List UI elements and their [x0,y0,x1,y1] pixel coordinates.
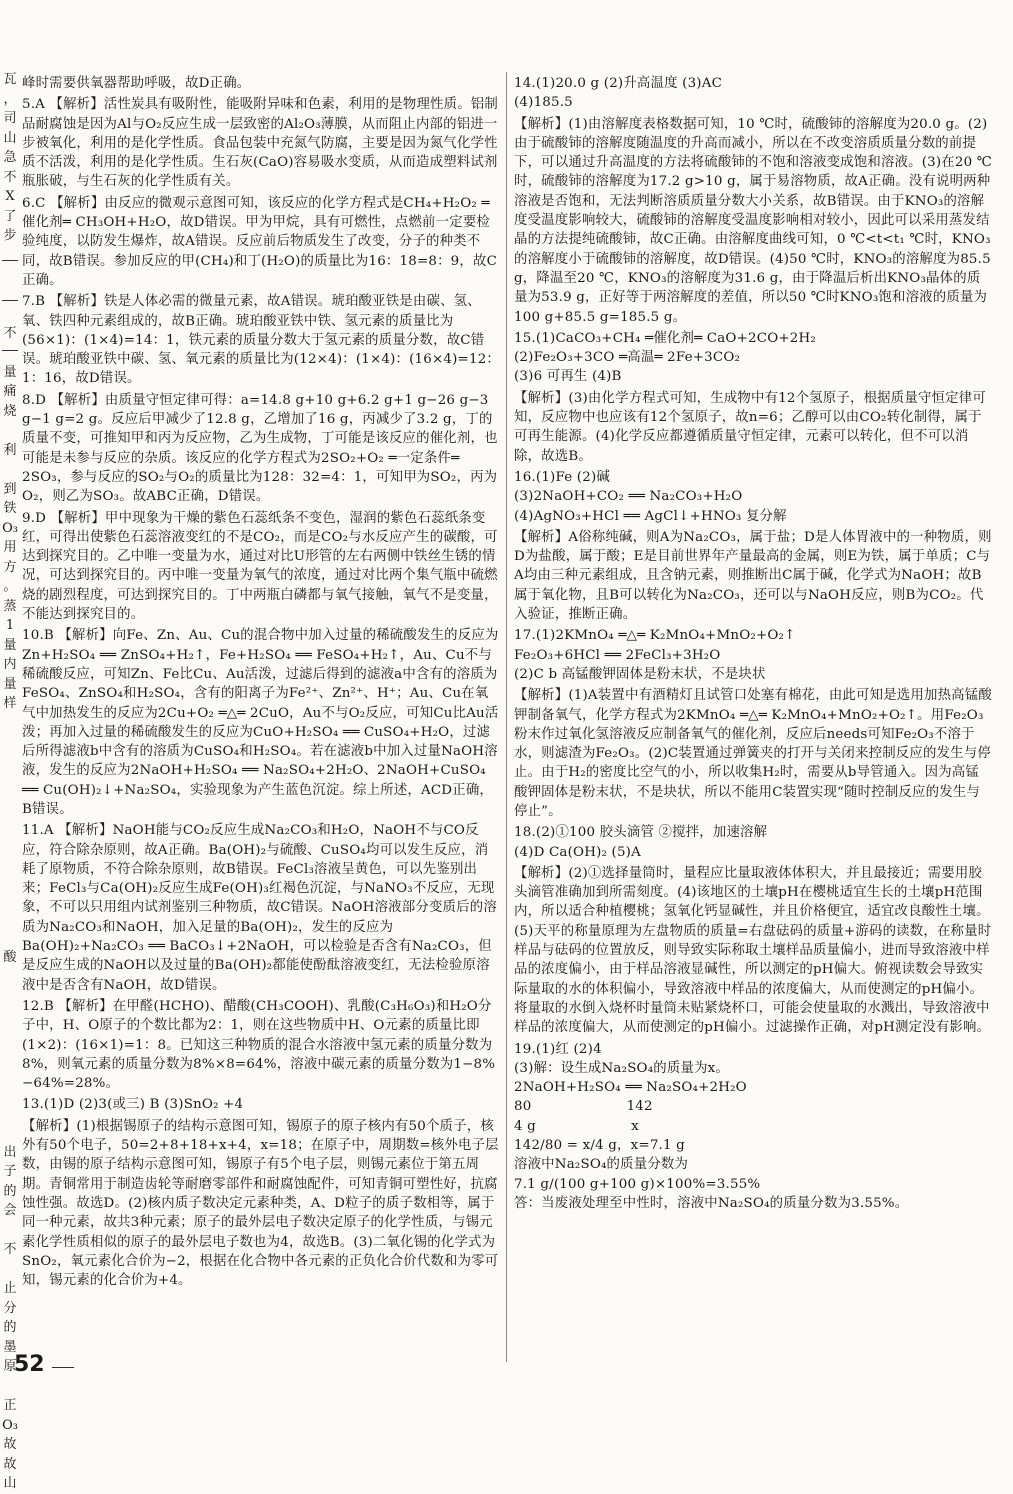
margin-char: 用 [3,540,17,555]
margin-char [0,772,20,792]
margin-char: 痛 [3,384,17,399]
answer-paragraph: 【解析】A俗称纯碱，则A为Na₂CO₃，属于盐；D是人体胃液中的一种物质，则D为盐酸，属于酸；E是目前世界年产量最高的金属，则E为铁，属于单质；C与A均由三种元素组成，且含钠元素，则推断出C属于碱，化学式为NaOH；故B属于氧化物，且B可以转化为Na₂CO₃，还可以与NaOH反应，则B为CO₂。代入验证，推断正确。 [514,529,992,623]
margin-char [0,265,20,285]
margin-char [0,733,20,753]
margin-char [0,246,20,266]
margin-char [0,870,20,890]
margin-char [0,460,20,480]
page-number: 52 [14,1352,45,1377]
margin-char [0,928,20,948]
margin-char: 出 [3,1144,17,1160]
answer-paragraph: 6.C 【解析】由反应的微观示意图可知，该反应的化学方程式是CH₄+H₂O₂ ═催化剂═ CH₃OH+H₂O，故D错误。甲为甲烷，具有可燃性，点燃前一定要检验纯度，以防发生爆炸，故A错误。反应前后物质发生了改变，分子的种类不同，故B错误。参加反应的甲(CH₄)和丁(H₂O)的质量比为16：18=8：9，故C正确。 [22,195,498,288]
margin-char [0,1377,20,1397]
margin-char: 墨 [3,1339,17,1355]
margin-char [0,285,20,305]
margin-char: X [5,189,15,204]
margin-char [0,304,20,324]
margin-rule [2,350,18,351]
answer-paragraph: 【解析】(2)①选择量筒时，量程应比量取液体体积大，并且最接近；需要用胶头滴管准确加到所需刻度。(4)该地区的土壤pH在樱桃适宜生长的土壤pH范围内，所以适合种植樱桃；氢氧化钙显碱性，并且价格便宜，适宜改良酸性土壤。(5)天平的称量原理为左盘物质的质量=右盘砝码的质量+游码的读数，在称量时样品与砝码的位置放反，则导致实际称取土壤样品质量偏小，进而导致溶液中样品的浓度偏小，由于样品溶液显碱性，所以测定的pH偏大。俯视读数会导致实际量取的水的体积偏小，导致溶液中样品的浓度偏大，从而使测定的pH偏小。将量取的水倒入烧杯时量筒未贴紧烧杯口，可能会使量取的水溅出，导致溶液中样品的浓度偏大，从而使测定的pH偏小。过滤操作正确，对pH测定没有影响。 [514,865,992,1036]
margin-char: 量 [3,637,17,653]
left-edge-margin-text [0,70,20,1491]
column-divider [506,72,507,1362]
margin-char: 会 [3,1203,17,1218]
margin-char: 故 [3,1437,17,1452]
margin-char [0,811,20,831]
margin-char [0,1104,20,1124]
margin-rule [2,300,18,301]
margin-char: O₃ [2,520,18,536]
margin-char: 正 [3,1398,17,1413]
margin-char: ， [3,91,17,107]
margin-char [0,792,20,812]
margin-rule [2,260,18,261]
margin-char [0,753,20,773]
left-column [22,74,500,1364]
margin-char: 样 [3,696,17,711]
answer-paragraph: 5.A 【解析】活性炭具有吸附性，能吸附异味和色素，利用的是物理性质。铝制品耐腐蚀是因为Al与O₂反应生成一层致密的Al₂O₃薄膜，从而阻止内部的铝进一步被氧化，利用的是化学性质。食品包装中充氮气防腐，主要是因为氮气化学性质不活泼，利用的是化学性质。生石灰(CaO)容易吸水变质，从而造成塑料试剂瓶胀破，与生石灰的化学性质有关。 [22,97,498,190]
margin-char: 了 [3,208,17,224]
margin-char: 原 [3,1359,17,1374]
margin-char [0,1260,20,1280]
margin-char [0,967,20,987]
margin-char: 山 [3,130,17,146]
answer-paragraph: 9.D 【解析】甲中现象为干燥的紫色石蕊纸条不变色，湿润的紫色石蕊纸条变红，可得出使紫色石蕊溶液变红的不是CO₂，而是CO₂与水反应产生的碳酸，可达到探究目的。乙中唯一变量为水，通过对比U形管的左右两侧中铁丝生锈的情况，可达到探究目的。丙中唯一变量为氧气的浓度，通过对比两个集气瓶中硫燃烧的剧烈程度，可达到探究目的。丁中两瓶白磷都与氧气接触，氧气不是变量，不能达到探究目的。 [22,510,498,623]
margin-char: 酸 [3,949,17,965]
answer-paragraph: 11.A 【解析】NaOH能与CO₂反应生成Na₂CO₃和H₂O，NaOH不与CO反应，符合除杂原则，故A正确。Ba(OH)₂与硫酸、CuSO₄均可以发生反应，消耗了原物质，不符合除杂原则，故B错误。FeCl₃溶液呈黄色，可以先鉴别出来；FeCl₃与Ca(OH)₂反应生成Fe(OH)₃红褐色沉淀，与NaNO₃不反应，无现象，不可以只用组内试剂鉴别三种物质，故C错误。NaOH溶液部分变质后的溶质为Na₂CO₃和NaOH，加入足量的Ba(OH)₂，发生的反应为Ba(OH)₂+Na₂CO₃ ══ BaCO₃↓+2NaOH，可以检验是否含有Na₂CO₃，但是反应生成的NaOH以及过量的Ba(OH)₂都能使酚酞溶液变红，无法检验原溶液中是否含有NaOH，故D错误。 [22,823,497,993]
margin-char: 不 [3,169,17,185]
margin-char: 利 [3,442,17,458]
margin-char: 蒸 [3,598,17,614]
margin-char [0,1006,20,1026]
right-column [514,74,992,1364]
margin-char [0,831,20,851]
margin-char: 司 [3,111,17,126]
answer-paragraph: 【解析】(3)由化学方程式可知，生成物中有12个氢原子，根据质量守恒定律可知，反应物中也应该有12个氢原子，故n=6；乙醇可以由CO₂转化制得，属于可再生能源。(4)化学反应都遵循质量守恒定律，元素可以转化，但不可以消除，故选B。 [514,390,986,464]
answer-paragraph: 17.(1)2KMnO₄ ═△═ K₂MnO₄+MnO₂+O₂↑ Fe₂O₃+6HCl ══ 2FeCl₃+3H₂O (2)C b 高锰酸钾固体是粉末状，不是块状 [514,628,796,682]
margin-char [0,987,20,1007]
margin-char [0,1123,20,1143]
margin-char: 。 [3,579,17,594]
margin-char: 止 [3,1281,17,1296]
margin-char [0,343,20,363]
margin-char: 1 [5,618,15,633]
margin-char: 急 [3,150,17,165]
margin-char: 内 [3,657,17,672]
margin-char [0,714,20,734]
margin-char [0,889,20,909]
margin-char: 不 [3,1242,17,1257]
answer-paragraph: 【解析】(1)根据锡原子的结构示意图可知，锡原子的原子核内有50个质子，核外有50个电子，50=2+8+18+x+4，x=18；在原子中，周期数=核外电子层数，由锡的原子结构示意图可知，锡原子有5个电子层，则锡元素位于第五周期。青铜常用于制造齿轮等耐磨零部件和耐腐蚀配件，可知青铜可塑性好，抗腐蚀性强。故选D。(2)核内质子数决定元素种类，A、D粒子的质子数相等，属于同一种元素，故共3种元素；原子的最外层电子数决定原子的化学性质，与锡元素化学性质相似的原子的最外层电子数也为4，故选B。(3)二氧化锡的化学式为SnO₂，氧元素化合价为−2，根据在化合物中各元素的正负化合价代数和为零可知，锡元素的化合价为+4。 [22,1118,499,1289]
margin-char [0,1026,20,1046]
margin-char: 铁 [3,501,17,516]
margin-char [0,1084,20,1104]
margin-char: 烧 [3,403,17,419]
margin-char: 量 [3,364,17,380]
margin-char [0,850,20,870]
margin-char: 步 [3,228,17,243]
margin-char: 瓦 [3,72,17,87]
margin-char [0,1221,20,1241]
answer-paragraph: 【解析】(1)A装置中有酒精灯且试管口处塞有棉花，由此可知是选用加热高锰酸钾制备氧气，化学方程式为2KMnO₄ ═△═ K₂MnO₄+MnO₂+O₂↑。用Fe₂O₃粉末作过氧化氢溶液反应制备氧气的催化剂，反应后needs可知Fe₂O₃不溶于水，则滤渣为Fe₂O₃。(2)C装置通过弹簧夹的打开与关闭来控制反应的发生与停止。由于H₂的密度比空气的小，所以收集H₂时，需要从b导管通入。因为高锰酸钾固体是粉末状，不是块状，所以不能用C装置实现“随时控制反应的发生与停止”。 [514,688,992,819]
answer-paragraph: 13.(1)D (2)3(或三) B (3)SnO₂ +4 [22,1097,244,1113]
answer-paragraph: 12.B 【解析】在甲醛(HCHO)、醋酸(CH₃COOH)、乳酸(C₃H₆O₃)和H₂O分子中，H、O原子的个数比都为2：1，则在这些物质中H、O元素的质量比即(1×2)：(16×1)=1：8。已知这三种物质的混合水溶液中氢元素的质量分数为8%，则氧元素的质量分数为8%×8=64%，溶液中碳元素的质量分数为1−8%−64%=28%。 [22,998,496,1092]
answer-paragraph: 峰时需要供氧器帮助呼吸，故D正确。 [22,76,251,91]
answer-paragraph: 14.(1)20.0 g (2)升高温度 (3)AC (4)185.5 [514,76,723,111]
margin-char: 不 [3,325,17,341]
margin-char: 故 [3,1456,17,1472]
margin-char: 到 [3,481,17,497]
margin-char: 分 [3,1300,17,1316]
margin-char [0,1065,20,1085]
answer-paragraph: 8.D 【解析】由质量守恒定律可得：a=14.8 g+10 g+6.2 g+1 g−26 g−3 g−1 g=2 g。反应后甲减少了12.8 g，乙增加了16 g，丙减少了3.2 g，丁的质量不变，可推知甲和丙为反应物，乙为生成物，丁可能是该反应的催化剂，也可能是未参与反应的杂质。该反应的化学方程式为2SO₂+O₂ ═一定条件═ 2SO₃，参与反应的SO₂与O₂的质量比为128：32=4：1，可知甲为SO₂，丙为O₂，则乙为SO₃。故ABC正确，D错误。 [22,392,498,505]
margin-char: 量 [3,676,17,692]
margin-char [0,909,20,929]
answer-paragraph: 10.B 【解析】向Fe、Zn、Au、Cu的混合物中加入过量的稀硫酸发生的反应为Zn+H₂SO₄ ══ ZnSO₄+H₂↑，Fe+H₂SO₄ ══ FeSO₄+H₂↑，Au、Cu不与稀硫酸反应，可知Zn、Fe比Cu、Au活泼，过滤后得到的滤液a中含有的溶质为FeSO₄、ZnSO₄和H₂SO₄，含有的阳离子为Fe²⁺、Zn²⁺、H⁺；Au、Cu在氧气中加热发生的反应为2Cu+O₂ ═△═ 2CuO，Au不与O₂反应，可知Cu比Au活泼；再加入过量的稀硫酸发生的反应为CuO+H₂SO₄ ══ CuSO₄+H₂O，过滤后所得滤液b中含有的溶质为CuSO₄和H₂SO₄。若在滤液b中加入过量NaOH溶液，发生的反应为2NaOH+H₂SO₄ ══ Na₂SO₄+2H₂O、2NaOH+CuSO₄ ══ Cu(OH)₂↓+Na₂SO₄，实验现象为产生蓝色沉淀。综上所述，ACD正确，B错误。 [22,628,499,817]
answer-paragraph: 16.(1)Fe (2)碱 (3)2NaOH+CO₂ ══ Na₂CO₃+H₂O (4)AgNO₃+HCl ══ AgCl↓+HNO₃ 复分解 [514,469,787,524]
answer-paragraph: 15.(1)CaCO₃+CH₄ ═催化剂═ CaO+2CO+2H₂ (2)Fe₂O₃+3CO ═高温═ 2Fe+3CO₂ (3)6 可再生 (4)B [514,330,816,385]
margin-char: 的 [3,1183,17,1199]
margin-char: O₃ [2,1417,18,1433]
margin-char [0,1045,20,1065]
answer-paragraph: 【解析】(1)由溶解度表格数据可知，10 ℃时，硫酸铈的溶解度为20.0 g。(2)由于硫酸铈的溶解度随温度的升高而减小，所以在不改变溶质质量分数的前提下，可以通过升高温度的方法将硫酸铈的不饱和溶液变成饱和溶液。(3)在20 ℃时，硫酸铈的溶解度为17.2 g>10 g，属于易溶物质，故A正确。没有说明两种溶液是否饱和，无法判断溶质质量分数大小关系，故B错误。由于KNO₃的溶解度受温度影响较大，硫酸铈的溶解度受温度影响相对较小，因此可以采用蒸发结晶的方法提纯硫酸铈，故C正确。由溶解度曲线可知，0 ℃<t<t₁ ℃时，KNO₃的溶解度小于硫酸铈的溶解度，故D错误。(4)50 ℃时，KNO₃的溶解度为85.5 g，降温至20 ℃，KNO₃的溶解度为31.6 g，由于降温后析出KNO₃晶体的质量为53.9 g，正好等于两溶解度的差值，所以50 ℃时KNO₃饱和溶液的质量为100 g+85.5 g=185.5 g。 [514,116,992,325]
margin-char: 方 [3,559,17,575]
page-number-dash [52,1367,74,1368]
margin-char: 山 [3,1476,17,1491]
answer-paragraph: 19.(1)红 (2)4 (3)解：设生成Na₂SO₄的质量为x。 2NaOH+H₂SO₄ ══ Na₂SO₄+2H₂O 80 142 4 g x 142/80 = x/4 g，x=7.1 g 溶液中Na₂SO₄的质量分数为 7.1 g/(100 g+100 g)×100%=3.55% 答：当废液处理至中性时，溶液中Na₂SO₄的质量分数为3.55%。 [514,1041,909,1211]
margin-char: 的 [3,1320,17,1335]
margin-char: 子 [3,1164,17,1179]
margin-char [0,421,20,441]
answer-paragraph: 7.B 【解析】铁是人体必需的微量元素，故A错误。琥珀酸亚铁是由碳、氢、氧、铁四种元素组成的，故B正确。琥珀酸亚铁中铁、氢元素的质量比为(56×1)：(1×4)=14：1，铁元素的质量分数大于氢元素的质量分数，故C错误。琥珀酸亚铁中碳、氢、氧元素的质量比为(12×4)：(1×4)：(16×4)=12：1：16，故D错误。 [22,294,501,387]
answer-paragraph: 18.(2)①100 胶头滴管 ②搅拌，加速溶解 (4)D Ca(OH)₂ (5)A [514,825,768,860]
